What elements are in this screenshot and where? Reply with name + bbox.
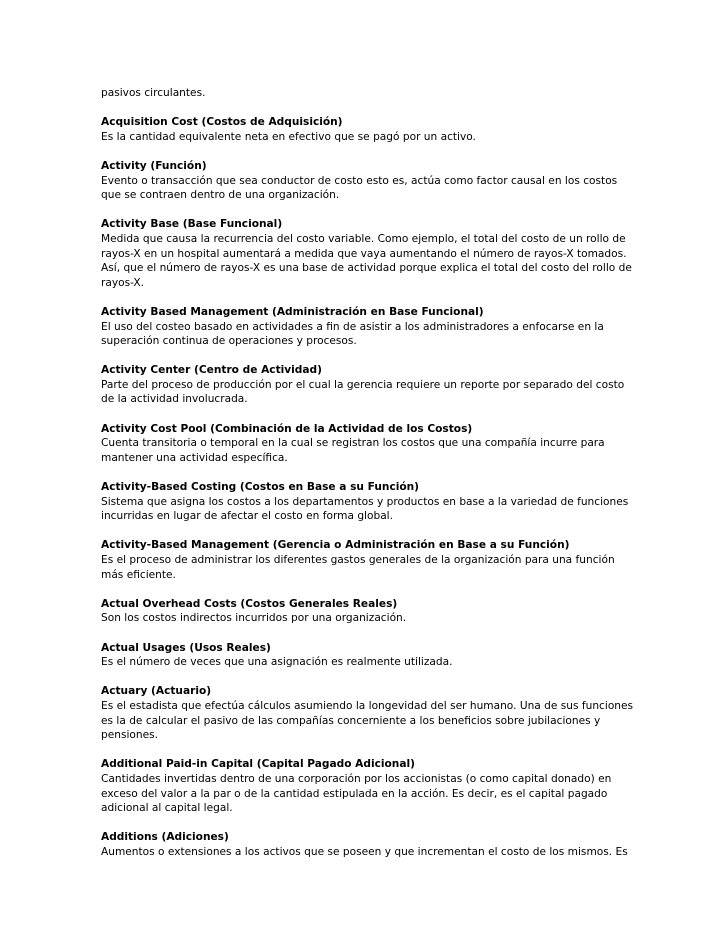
glossary-entry [101, 757, 641, 815]
glossary-entry [101, 830, 641, 859]
glossary-definition-line: Cuenta transitoria o temporal en la cual se registran los costos que una compañía incurre para [101, 437, 605, 450]
glossary-definition-line: Medida que causa la recurrencia del costo variable. Como ejemplo, el total del costo de un rollo de [101, 232, 626, 245]
glossary-definition-line: Es el proceso de administrar los diferentes gastos generales de la organización para una función [101, 554, 615, 566]
glossary-term: Additional Paid-in Capital (Capital Pagado Adicional) [101, 758, 415, 771]
glossary-term: Activity Center (Centro de Actividad) [101, 364, 322, 377]
glossary-term: Actual Overhead Costs (Costos Generales Reales) [101, 597, 398, 610]
glossary-entry [101, 641, 641, 670]
glossary-term: Acquisition Cost (Costos de Adquisición) [101, 116, 343, 129]
glossary-definition-line: Es el estadista que efectúa cálculos asumiendo la longevidad del ser humano. Una de sus funciones [101, 699, 634, 712]
glossary-entry [101, 538, 641, 582]
glossary-term: Activity Base (Base Funcional) [101, 218, 283, 231]
glossary-definition-line: Aumentos o extensiones a los activos que se poseen y que incrementan el costo de los mismos. Es [101, 845, 628, 858]
glossary-definition-line: Es la cantidad equivalente neta en efectivo que se pagó por un activo. [101, 130, 476, 143]
glossary-entries [101, 115, 641, 859]
glossary-definition-line: pensiones. [101, 729, 159, 742]
intro-fragment: pasivos circulantes. [101, 87, 206, 99]
glossary-term: Activity Based Management (Administración en Base Funcional) [101, 305, 484, 318]
glossary-term: Activity-Based Management (Gerencia o Administración en Base a su Función) [101, 539, 570, 552]
glossary-definition-line: incurridas en lugar de afectar el costo en forma global. [101, 510, 393, 523]
glossary-definition-line: superación continua de operaciones y procesos. [101, 335, 357, 348]
glossary-definition-line: Es el número de veces que una asignación es realmente utilizada. [101, 656, 453, 669]
glossary-definition-line: Parte del proceso de producción por el cual la gerencia requiere un reporte por separado del costo [101, 378, 625, 391]
glossary-term: Actual Usages (Usos Reales) [101, 641, 271, 654]
glossary-definition-line: rayos-X. [101, 276, 145, 289]
glossary-entry [101, 684, 641, 742]
glossary-entry [101, 115, 641, 144]
glossary-definition-line: Cantidades invertidas dentro de una corporación por los accionistas (o como capital donado) en [101, 772, 612, 785]
glossary-entry [101, 217, 641, 290]
glossary-definition-line: Así, que el número de rayos-X es una base de actividad porque explica el total del costo del rollo de [101, 262, 632, 275]
glossary-definition-line: rayos-X en un hospital aumentará a medida que vaya aumentando el número de rayos-X tomados. [101, 247, 627, 260]
glossary-term: Activity-Based Costing (Costos en Base a su Función) [101, 481, 420, 494]
glossary-definition-line: Son los costos indirectos incurridos por una organización. [101, 612, 407, 625]
glossary-definition-line: de la actividad involucrada. [101, 393, 248, 406]
glossary-term: Activity Cost Pool (Combinación de la Actividad de los Costos) [101, 422, 473, 435]
glossary-entry [101, 159, 641, 203]
glossary-term: Additions (Adiciones) [101, 831, 229, 844]
glossary-entry [101, 422, 641, 466]
glossary-entry [101, 597, 641, 626]
glossary-definition-line: más eficiente. [101, 568, 176, 581]
glossary-entry [101, 480, 641, 524]
glossary-entry [101, 305, 641, 349]
glossary-definition-line: es la de calcular el pasivo de las compañías concerniente a los beneficios sobre jubilaciones y [101, 714, 601, 727]
glossary-definition-line: exceso del valor a la par o de la cantidad estipulada en la acción. Es decir, es el capital pagado [101, 787, 608, 800]
glossary-definition-line: adicional al capital legal. [101, 802, 233, 815]
glossary-term: Activity (Función) [101, 159, 207, 172]
document-page [101, 86, 641, 859]
glossary-definition-line: mantener una actividad específica. [101, 451, 288, 464]
glossary-definition-line: Evento o transacción que sea conductor de costo esto es, actúa como factor causal en los costos [101, 174, 618, 187]
glossary-definition-line: El uso del costeo basado en actividades a fin de asistir a los administradores a enfocarse en la [101, 320, 604, 333]
glossary-entry [101, 363, 641, 407]
glossary-definition-line: Sistema que asigna los costos a los departamentos y productos en base a la variedad de funciones [101, 495, 629, 508]
glossary-definition-line: que se contraen dentro de una organización. [101, 189, 340, 202]
glossary-term: Actuary (Actuario) [101, 685, 212, 698]
